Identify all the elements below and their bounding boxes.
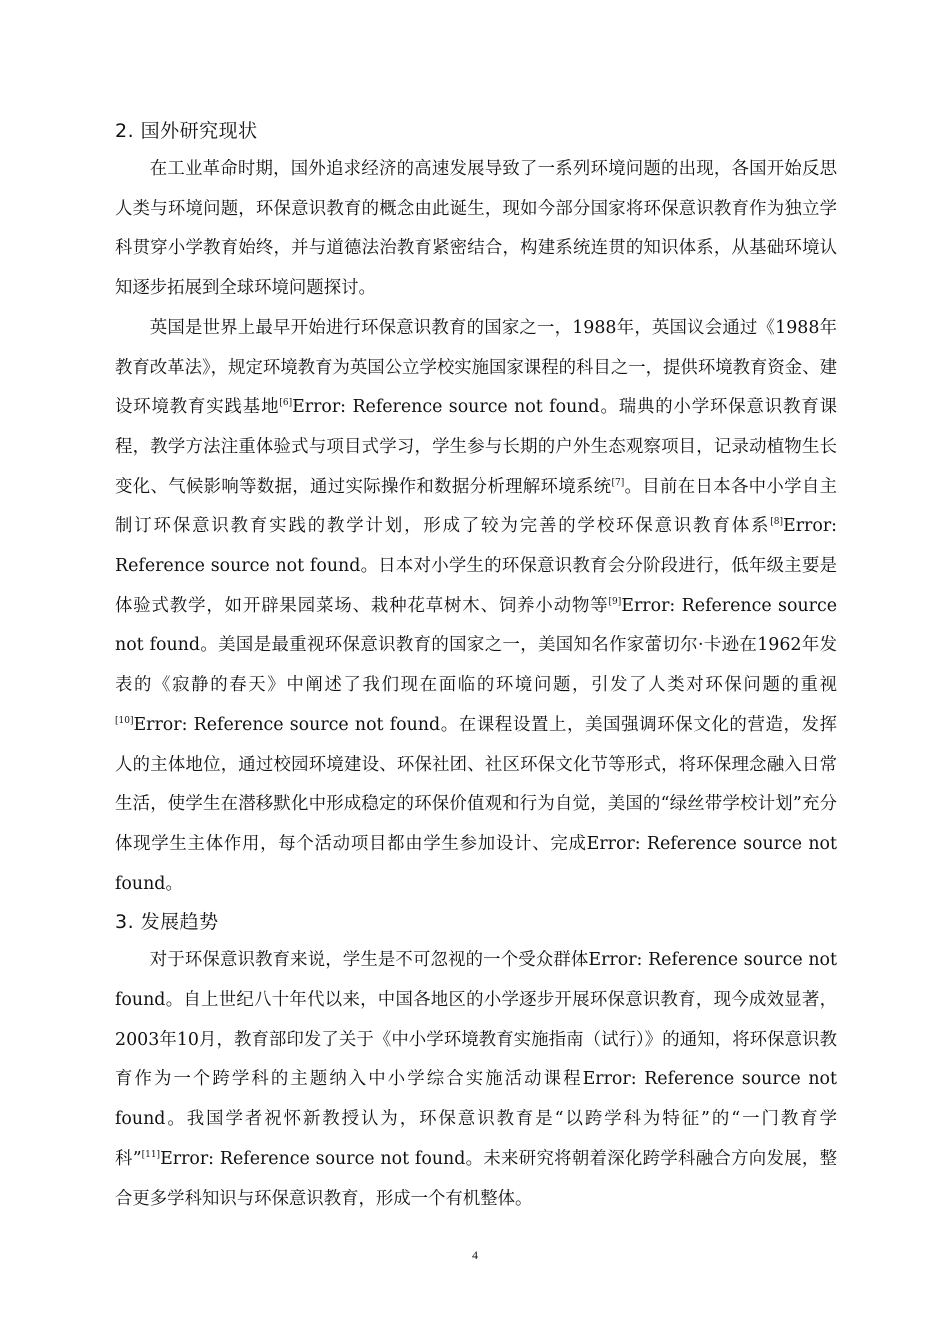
citation-marker: [9] (608, 596, 622, 607)
body-paragraph (115, 941, 837, 1219)
body-paragraph (115, 309, 837, 905)
citation-marker: [11] (141, 1149, 161, 1160)
text-run: Error: Reference source not found。未来研究将朝着深化跨学科融合方向发展，整合更多学科知识与环保意识教育，形成一个有机整体。 (115, 1148, 837, 1209)
text-run: Error: Reference source not found。美国是最重视环保意识教育的国家之一，美国知名作家蕾切尔·卡逊在1962年发表的《寂静的春天》中阐述了我们现在面临的环境问题，引发了人类对环保问题的重视 (115, 595, 837, 696)
page-number: 4 (472, 1248, 478, 1262)
citation-marker: [7] (611, 477, 625, 488)
citation-marker: [10] (115, 715, 134, 726)
text-run: Error: Reference source not found。瑞典的小学环保意识教育课程，教学方法注重体验式与项目式学习，学生参与长期的户外生态观察项目，记录动植物生长变化、气候影响等数据，通过实际操作和数据分析理解环境系统 (115, 397, 837, 497)
text-run: 在工业革命时期，国外追求经济的高速发展导致了一系列环境问题的出现，各国开始反思人类与环境问题，环保意识教育的概念由此诞生，现如今部分国家将环保意识教育作为独立学科贯穿小学教育始终，并与道德法治教育紧密结合，构建系统连贯的知识体系，从基础环境认知逐步拓展到全球环境问题探讨。 (115, 159, 837, 299)
section-heading: 3. 发展趋势 (115, 911, 219, 934)
citation-marker: [6] (279, 398, 293, 409)
text-run: 英国是世界上最早开始进行环保意识教育的国家之一，1988年，英国议会通过《1988年教育改革法》，规定环境教育为英国公立学校实施国家课程的科目之一，提供环境教育资金、建设环境教育实践基地 (115, 317, 837, 418)
text-run: 。目前在日本各中小学自主制订环保意识教育实践的教学计划，形成了较为完善的学校环保意识教育体系 (115, 476, 837, 537)
section-heading: 2. 国外研究现状 (115, 120, 258, 142)
citation-marker: [8] (770, 517, 784, 528)
body-paragraph (115, 150, 837, 309)
text-run: Error: Reference source not found。日本对小学生的环保意识教育会分阶段进行，低年级主要是体验式教学，如开辟果园菜场、栽种花草树木、饲养小动物等 (115, 516, 837, 616)
page-content (115, 113, 837, 1219)
text-run: 对于环保意识教育来说，学生是不可忽视的一个受众群体Error: Reference source not found。自上世纪八十年代以来，中国各地区的小学逐步开展环保意识教育，现今成效显著，2003年10月，教育部印发了关于《中小学环境教育实施指南（试行）》的通知，将环保意识教育作为一个跨学科的主题纳入中小学综合实施活动课程Error: Reference source not found。我国学者祝怀新教授认为，环保意识教育是“以跨学科为特征”的“一门教育学科” (115, 950, 837, 1169)
text-run: Error: Reference source not found。在课程设置上，美国强调环保文化的营造，发挥人的主体地位，通过校园环境建设、环保社团、社区环保文化节等形式，将环保理念融入日常生活，使学生在潜移默化中形成稳定的环保价值观和行为自觉，美国的“绿丝带学校计划”充分体现学生主体作用，每个活动项目都由学生参加设计、完成Error: Reference source not found。 (115, 714, 837, 894)
